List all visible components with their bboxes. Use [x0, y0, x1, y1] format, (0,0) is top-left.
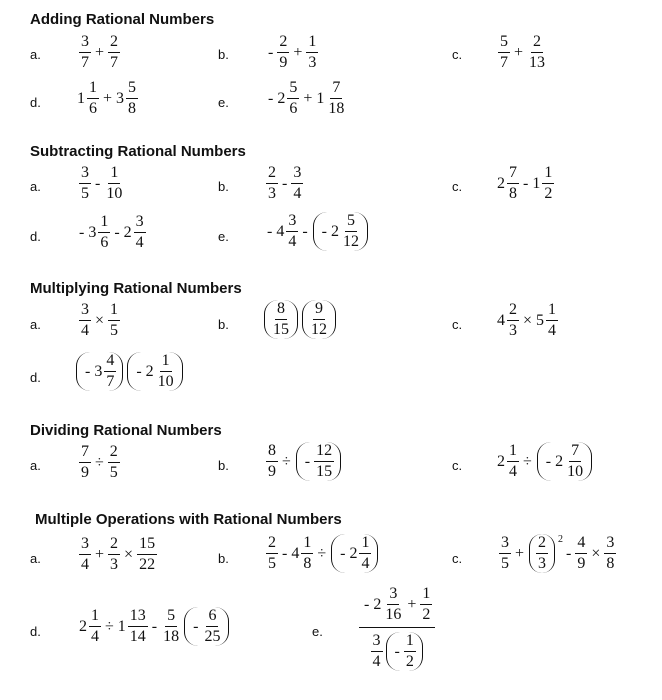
- numerator: 1: [359, 535, 371, 554]
- denominator: 25: [204, 628, 221, 645]
- fraction: [79, 444, 91, 481]
- numerator: 2: [266, 165, 278, 184]
- whole-number: 3: [88, 223, 97, 241]
- fraction: [359, 586, 435, 671]
- numerator: 1: [108, 302, 120, 321]
- operator: -: [193, 617, 199, 635]
- numerator: 1: [98, 214, 110, 233]
- label-div-b: b.: [218, 458, 229, 473]
- expr-mix-e: [358, 586, 436, 671]
- numerator: 1: [306, 34, 318, 53]
- numerator: 3: [79, 165, 91, 184]
- numerator: 1: [507, 443, 519, 462]
- whole-number: 5: [536, 311, 545, 329]
- fraction: [161, 608, 181, 645]
- numerator: 6: [206, 608, 218, 627]
- expr-mul-a: [78, 302, 121, 339]
- numerator: 2: [266, 535, 278, 554]
- fraction: [98, 214, 110, 251]
- denominator: 10: [106, 185, 123, 202]
- operator: +: [103, 89, 113, 107]
- numerator: 3: [79, 34, 91, 53]
- denominator: 8: [303, 555, 312, 572]
- section-title-multiplying: Multiplying Rational Numbers: [30, 280, 242, 297]
- numerator: 4: [575, 535, 587, 554]
- fraction: [266, 535, 278, 572]
- fraction: [306, 34, 318, 71]
- exponent: 2: [558, 534, 564, 545]
- denominator: 9: [268, 463, 276, 480]
- denominator: 4: [288, 233, 297, 250]
- numerator: 5: [498, 34, 510, 53]
- fraction: [420, 586, 432, 623]
- parenthesis-group: [184, 607, 229, 646]
- operator: -: [523, 174, 529, 192]
- expr-sub-c: [496, 165, 555, 202]
- numerator: 4: [104, 353, 116, 372]
- numerator: 1: [87, 80, 99, 99]
- numerator: 5: [165, 608, 177, 627]
- numerator: 2: [277, 34, 289, 53]
- label-mul-a: a.: [30, 317, 41, 332]
- denominator: 8: [128, 100, 137, 117]
- denominator: 9: [81, 464, 89, 481]
- parenthesis-group: [127, 352, 182, 391]
- numerator: 3: [387, 586, 399, 605]
- fraction: [542, 165, 554, 202]
- numerator: [359, 586, 435, 628]
- label-div-a: a.: [30, 458, 41, 473]
- operator: +: [303, 89, 313, 107]
- operator: ×: [95, 311, 105, 329]
- denominator: 7: [110, 54, 119, 71]
- denominator: 3: [509, 322, 517, 339]
- denominator: 16: [385, 606, 402, 623]
- denominator: 4: [548, 322, 557, 339]
- fraction: [104, 165, 124, 202]
- numerator: 12: [314, 443, 334, 462]
- label-sub-c: c.: [452, 179, 463, 194]
- expr-mul-c: [496, 302, 559, 339]
- denominator: 3: [538, 555, 547, 572]
- operator: -: [321, 222, 327, 240]
- denominator: 2: [422, 606, 431, 623]
- numerator: 2: [108, 444, 120, 463]
- fraction: [326, 80, 346, 117]
- whole-number: 1: [316, 89, 325, 107]
- numerator: 9: [313, 301, 325, 320]
- operator: -: [114, 223, 120, 241]
- denominator: 5: [110, 322, 119, 339]
- operator: ÷: [95, 453, 104, 471]
- operator: ÷: [282, 452, 291, 470]
- numerator: 7: [330, 80, 342, 99]
- label-mul-b: b.: [218, 317, 229, 332]
- denominator: 7: [500, 54, 508, 71]
- whole-number: 2: [145, 362, 154, 380]
- denominator: 4: [91, 628, 99, 645]
- denominator: 12: [342, 233, 359, 250]
- operator: -: [268, 89, 274, 107]
- numerator: 1: [108, 165, 120, 184]
- numerator: 3: [286, 213, 298, 232]
- parenthesis-group: [302, 300, 336, 339]
- fraction: [341, 213, 361, 250]
- whole-number: 2: [349, 544, 358, 562]
- label-mix-b: b.: [218, 551, 229, 566]
- whole-number: 1: [117, 617, 126, 635]
- denominator: 13: [529, 54, 546, 71]
- numerator: 1: [301, 535, 313, 554]
- label-sub-a: a.: [30, 179, 41, 194]
- denominator: 4: [372, 653, 381, 670]
- operator: -: [364, 595, 370, 613]
- numerator: 13: [128, 608, 148, 627]
- operator: +: [515, 544, 525, 562]
- fraction: [277, 34, 289, 71]
- fraction: [87, 80, 99, 117]
- operator: -: [304, 452, 311, 470]
- operator: -: [282, 544, 288, 562]
- parenthesis-group: [264, 300, 298, 339]
- label-sub-d: d.: [30, 229, 41, 244]
- parenthesis-group: [537, 442, 592, 481]
- numerator: 2: [108, 34, 120, 53]
- fraction: [527, 34, 547, 71]
- denominator: 2: [405, 653, 414, 670]
- operator: -: [302, 222, 308, 240]
- label-add-d: d.: [30, 95, 41, 110]
- numerator: 1: [420, 586, 432, 605]
- operator: -: [566, 544, 572, 562]
- fraction: [89, 608, 101, 645]
- denominator: 15: [316, 463, 333, 480]
- operator: ÷: [317, 544, 327, 562]
- whole-number: 2: [277, 89, 286, 107]
- denominator: 15: [273, 321, 289, 338]
- numerator: 5: [126, 80, 138, 99]
- label-add-a: a.: [30, 47, 41, 62]
- denominator: 2: [544, 185, 553, 202]
- expr-mix-a: [78, 536, 158, 573]
- denominator: 4: [293, 185, 302, 202]
- denominator: 18: [163, 628, 180, 645]
- whole-number: 2: [373, 595, 382, 613]
- label-add-b: b.: [218, 47, 229, 62]
- label-mul-d: d.: [30, 370, 41, 385]
- denominator: 7: [106, 373, 115, 390]
- fraction: [536, 535, 548, 572]
- whole-number: 2: [123, 223, 132, 241]
- fraction: [286, 213, 298, 250]
- fraction: [575, 535, 587, 572]
- section-title-dividing: Dividing Rational Numbers: [30, 422, 222, 439]
- fraction: [108, 536, 120, 573]
- denominator: 5: [268, 555, 276, 572]
- parenthesis-group: [296, 442, 341, 481]
- expr-sub-e: [264, 212, 370, 251]
- numerator: 3: [134, 214, 146, 233]
- fraction: [507, 165, 519, 202]
- operator: -: [95, 174, 101, 192]
- numerator: 1: [404, 633, 416, 652]
- whole-number: 1: [77, 89, 85, 107]
- fraction: [104, 353, 116, 390]
- operator: +: [95, 43, 105, 61]
- expr-div-a: [78, 444, 121, 481]
- denominator: 4: [361, 555, 370, 572]
- fraction: [287, 80, 299, 117]
- whole-number: 2: [330, 222, 339, 240]
- denominator: 6: [289, 100, 298, 117]
- whole-number: 1: [532, 174, 541, 192]
- label-sub-b: b.: [218, 179, 229, 194]
- denominator: 10: [157, 373, 174, 390]
- expr-div-c: [496, 442, 594, 481]
- numerator: 2: [507, 302, 519, 321]
- denominator: 18: [328, 100, 345, 117]
- whole-number: 4: [497, 311, 505, 329]
- denominator: [368, 628, 427, 671]
- expr-add-b: [265, 34, 319, 71]
- whole-number: 2: [497, 174, 505, 192]
- whole-number: 3: [94, 362, 103, 380]
- fraction: [301, 535, 313, 572]
- denominator: 5: [501, 555, 509, 572]
- denominator: 9: [577, 555, 586, 572]
- numerator: 7: [79, 444, 91, 463]
- operator: -: [340, 544, 346, 562]
- expr-sub-d: [76, 214, 147, 251]
- operator: -: [394, 642, 400, 660]
- operator: +: [407, 595, 417, 613]
- section-title-adding: Adding Rational Numbers: [30, 11, 215, 28]
- denominator: 6: [89, 100, 97, 117]
- operator: -: [267, 222, 273, 240]
- whole-number: 3: [116, 89, 125, 107]
- denominator: 12: [311, 321, 327, 338]
- denominator: 14: [129, 628, 146, 645]
- whole-number: 2: [555, 452, 564, 470]
- numerator: 2: [536, 535, 548, 554]
- denominator: 3: [110, 556, 119, 573]
- fraction: [128, 608, 148, 645]
- label-add-c: c.: [452, 47, 463, 62]
- operator: +: [95, 545, 105, 563]
- denominator: 9: [279, 54, 288, 71]
- operator: -: [85, 362, 91, 380]
- numerator: 3: [371, 633, 383, 652]
- numerator: 1: [89, 608, 101, 627]
- fraction: [507, 443, 519, 480]
- denominator: 4: [509, 463, 517, 480]
- operator: ×: [591, 544, 601, 562]
- operator: +: [293, 43, 303, 61]
- numerator: 8: [266, 443, 278, 462]
- fraction: [79, 302, 91, 339]
- parenthesis-group: [331, 534, 378, 573]
- fraction: [79, 536, 91, 573]
- label-mix-a: a.: [30, 551, 41, 566]
- denominator: 4: [81, 322, 89, 339]
- fraction: [499, 535, 511, 572]
- expr-sub-b: [265, 165, 304, 202]
- numerator: 3: [499, 535, 511, 554]
- fraction: [498, 34, 510, 71]
- operator: ×: [124, 545, 134, 563]
- operator: -: [79, 223, 85, 241]
- numerator: 1: [542, 165, 554, 184]
- expr-div-b: [265, 442, 343, 481]
- whole-number: 2: [79, 617, 87, 635]
- expr-add-e: [265, 80, 347, 117]
- denominator: 4: [81, 556, 89, 573]
- fraction: [202, 608, 222, 645]
- expr-mul-d: [74, 352, 185, 391]
- numerator: 5: [345, 213, 357, 232]
- parenthesis-group: [313, 212, 368, 251]
- fraction: [108, 34, 120, 71]
- fraction: [79, 165, 91, 202]
- expr-mix-b: [265, 534, 380, 573]
- expr-mix-c: [498, 534, 617, 573]
- numerator: 7: [507, 165, 519, 184]
- parenthesis-group: [76, 352, 123, 391]
- denominator: 7: [81, 54, 89, 71]
- operator: ÷: [523, 452, 532, 470]
- fraction: [371, 633, 383, 670]
- label-sub-e: e.: [218, 229, 229, 244]
- operator: -: [545, 452, 552, 470]
- denominator: 8: [606, 555, 615, 572]
- whole-number: 4: [276, 222, 285, 240]
- fraction: [134, 214, 146, 251]
- numerator: 3: [79, 536, 91, 555]
- fraction: [126, 80, 138, 117]
- operator: -: [136, 362, 142, 380]
- fraction: [314, 443, 334, 480]
- fraction: [404, 633, 416, 670]
- denominator: 6: [100, 234, 109, 251]
- numerator: 5: [287, 80, 299, 99]
- expr-sub-a: [78, 165, 125, 202]
- numerator: 8: [275, 301, 287, 320]
- numerator: 3: [79, 302, 91, 321]
- numerator: 2: [531, 34, 543, 53]
- denominator: 10: [567, 463, 584, 480]
- expr-add-c: [497, 34, 548, 71]
- parenthesis-group: [529, 534, 555, 573]
- expr-mul-b: [262, 300, 338, 339]
- fraction: [271, 301, 291, 338]
- denominator: 5: [81, 185, 89, 202]
- fraction: [108, 444, 120, 481]
- section-title-subtracting: Subtracting Rational Numbers: [30, 143, 246, 160]
- operator: +: [514, 43, 524, 61]
- label-mix-c: c.: [452, 551, 463, 566]
- fraction: [604, 535, 616, 572]
- expr-mix-d: [78, 607, 231, 646]
- fraction: [309, 301, 329, 338]
- expr-add-d: [76, 80, 139, 117]
- denominator: 22: [139, 556, 156, 573]
- numerator: 15: [137, 536, 157, 555]
- label-add-e: e.: [218, 95, 229, 110]
- label-div-c: c.: [452, 458, 463, 473]
- operator: -: [282, 174, 288, 192]
- section-title-multiple-operations: Multiple Operations with Rational Numbers: [35, 511, 342, 528]
- fraction: [383, 586, 403, 623]
- expr-add-a: [78, 34, 121, 71]
- numerator: 7: [569, 443, 581, 462]
- denominator: 4: [135, 234, 144, 251]
- label-mul-c: c.: [452, 317, 463, 332]
- whole-number: 2: [497, 452, 505, 470]
- fraction: [565, 443, 585, 480]
- numerator: 2: [108, 536, 120, 555]
- fraction: [359, 535, 371, 572]
- numerator: 1: [546, 302, 558, 321]
- whole-number: 4: [291, 544, 300, 562]
- operator: ÷: [105, 617, 114, 635]
- fraction: [108, 302, 120, 339]
- fraction: [507, 302, 519, 339]
- fraction: [156, 353, 176, 390]
- label-mix-d: d.: [30, 624, 41, 639]
- denominator: 3: [308, 54, 317, 71]
- denominator: 8: [509, 185, 517, 202]
- label-mix-e: e.: [312, 624, 323, 639]
- operator: -: [268, 43, 274, 61]
- fraction: [546, 302, 558, 339]
- parenthesis-group: [386, 632, 423, 671]
- fraction: [266, 165, 278, 202]
- fraction: [79, 34, 91, 71]
- numerator: 1: [160, 353, 172, 372]
- fraction: [291, 165, 303, 202]
- denominator: 3: [268, 185, 276, 202]
- numerator: 3: [291, 165, 303, 184]
- fraction: [266, 443, 278, 480]
- denominator: 5: [109, 464, 118, 481]
- operator: -: [151, 617, 158, 635]
- operator: ×: [523, 311, 533, 329]
- fraction: [137, 536, 157, 573]
- numerator: 3: [604, 535, 616, 554]
